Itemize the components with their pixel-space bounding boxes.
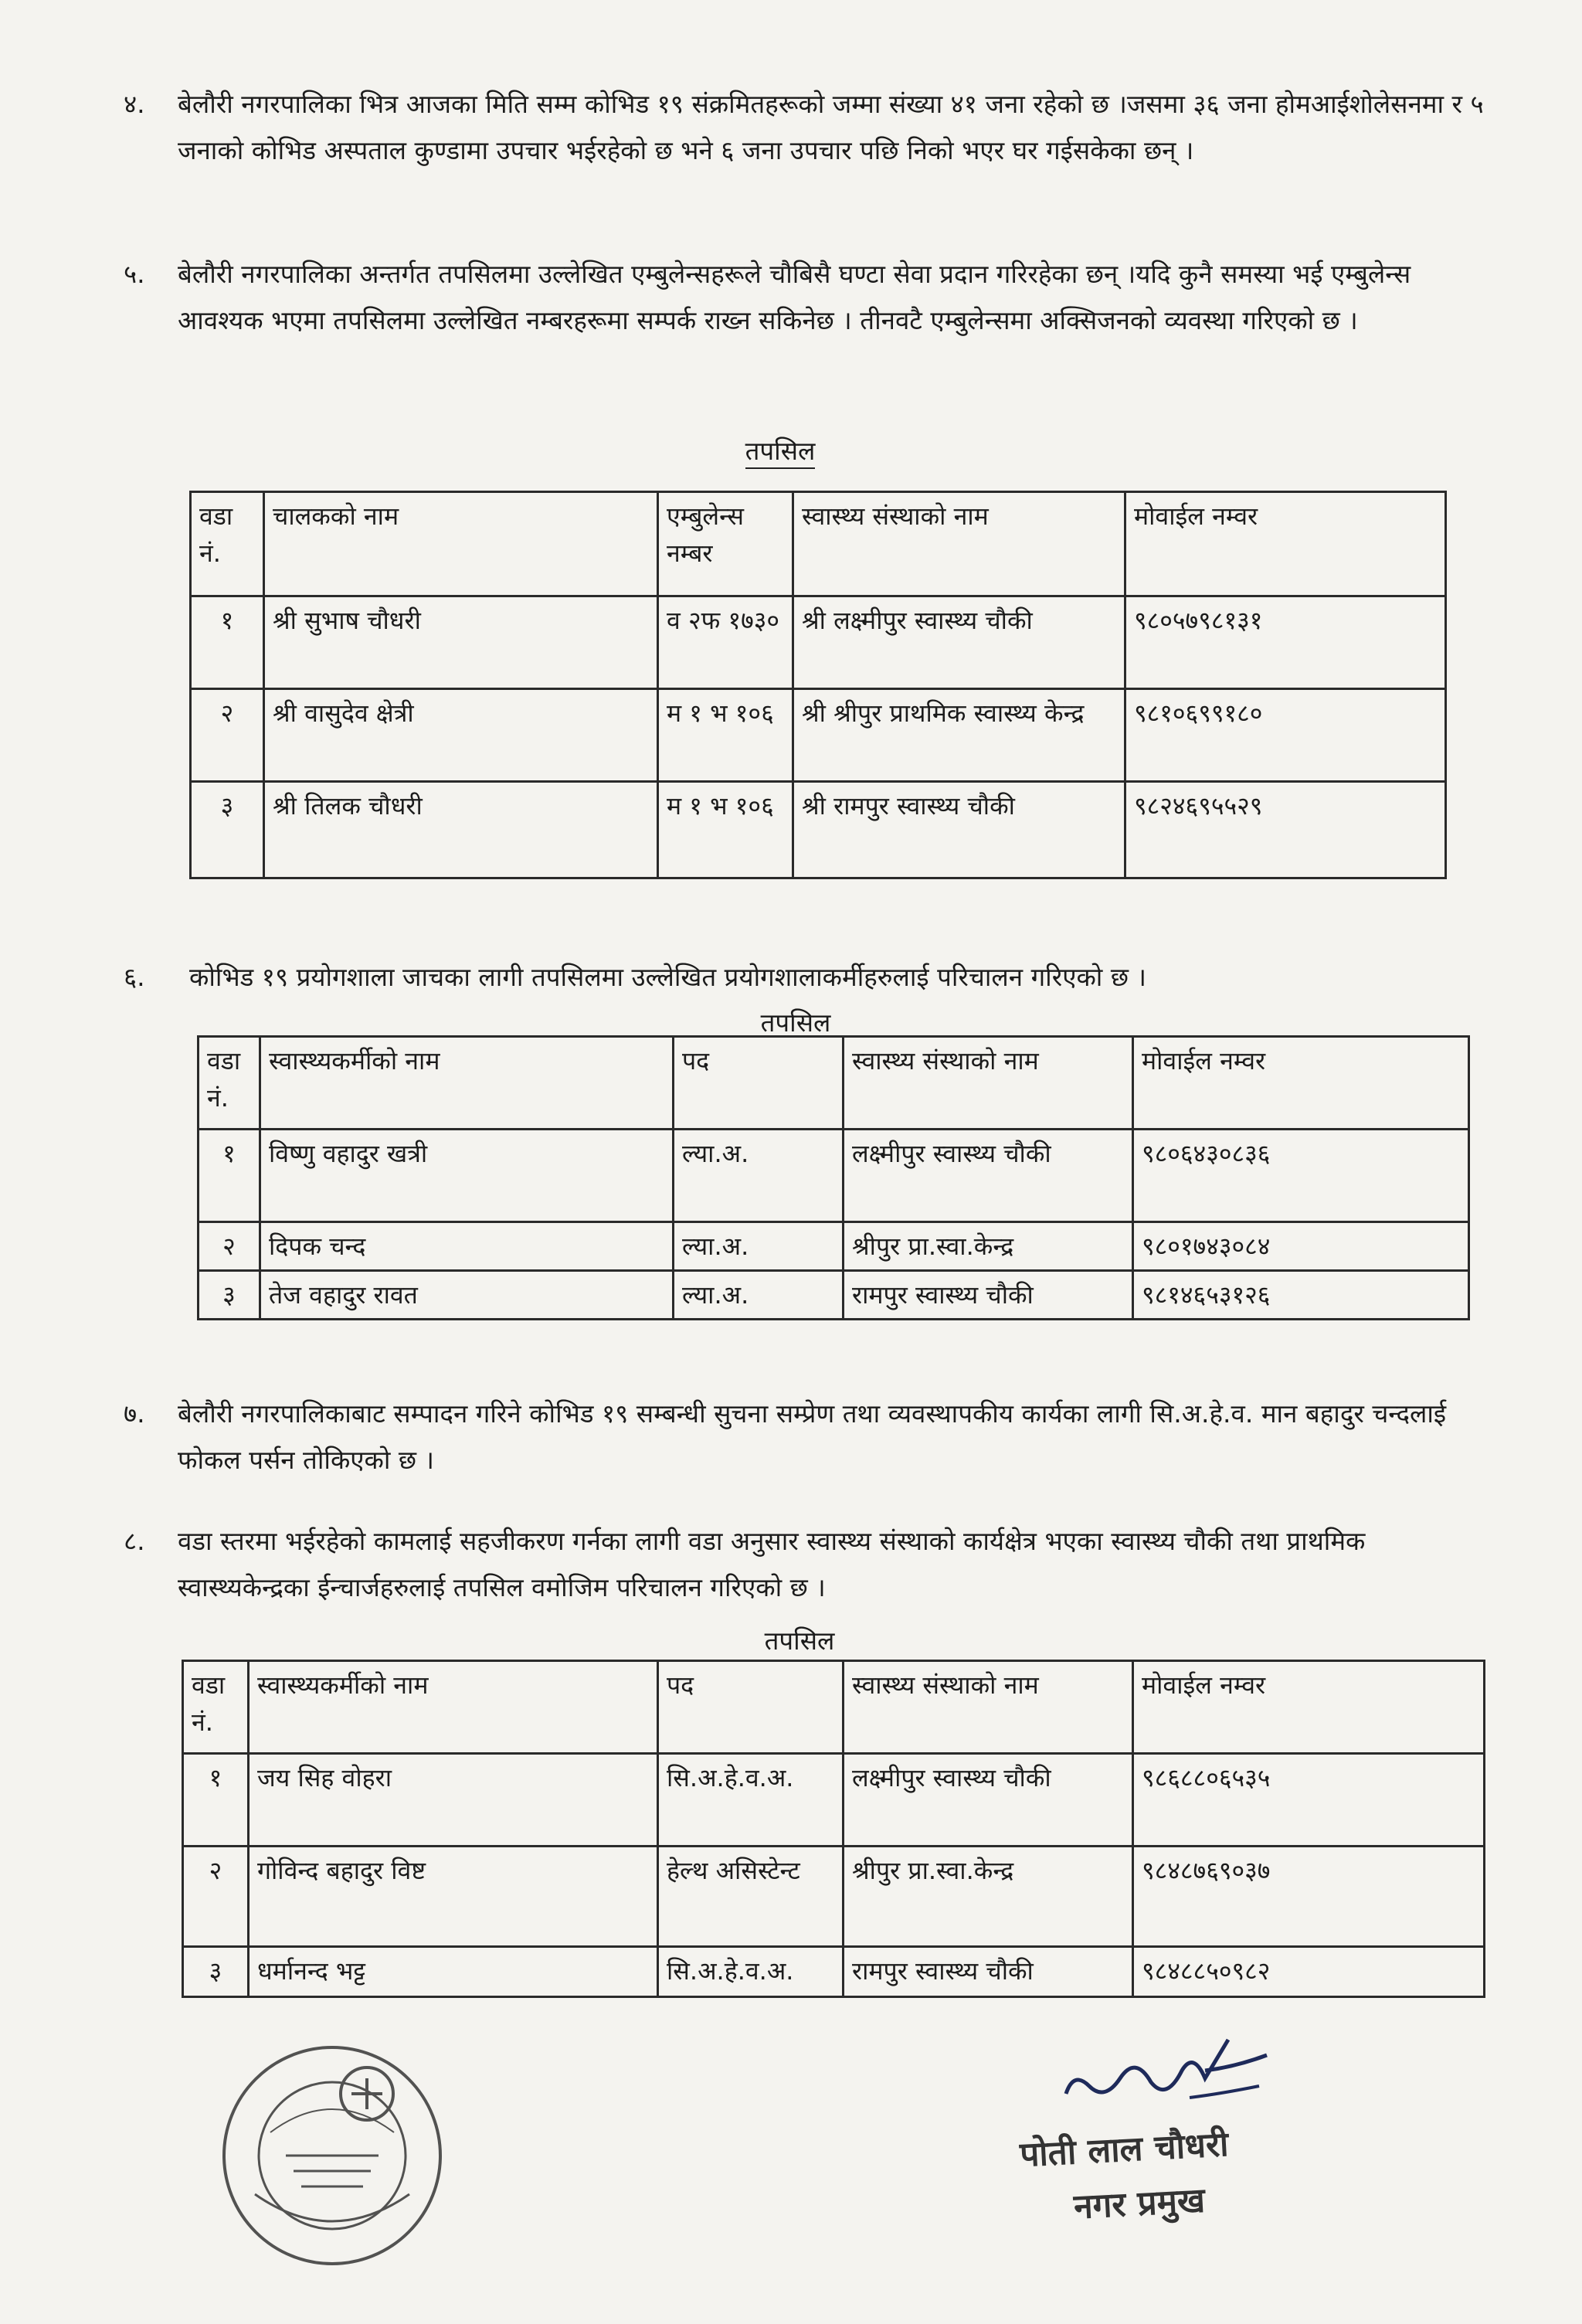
cell: श्री श्रीपुर प्राथमिक स्वास्थ्य केन्द्र xyxy=(793,689,1125,782)
cell: २ xyxy=(191,689,264,782)
handwritten-signature-icon xyxy=(1051,2024,1282,2125)
cell: तेज वहादुर रावत xyxy=(260,1271,674,1320)
cell: २ xyxy=(183,1847,249,1947)
cell: सि.अ.हे.व.अ. xyxy=(658,1947,844,1997)
cell: ल्या.अ. xyxy=(674,1130,844,1222)
header-cell: पद xyxy=(658,1661,844,1754)
cell: ९८०१७४३०८४ xyxy=(1133,1222,1469,1271)
cell: रामपुर स्वास्थ्य चौकी xyxy=(844,1947,1133,1997)
cell: श्री लक्ष्मीपुर स्वास्थ्य चौकी xyxy=(793,596,1125,689)
paragraph-number: ४. xyxy=(124,89,145,119)
paragraph-text: बेलौरी नगरपालिकाबाट सम्पादन गरिने कोभिड १९ सम्बन्धी सुचना सम्प्रेण तथा व्यवस्थापकीय कार्यका लागी सि.अ.हे.व. मान बहादुर चन्दलाई फोकल पर्सन तोकिएको छ । xyxy=(178,1398,1447,1475)
cell: ९८४८८५०९८२ xyxy=(1133,1947,1485,1997)
table-row xyxy=(191,689,1446,782)
paragraph-number: ५. xyxy=(124,259,145,289)
cell: लक्ष्मीपुर स्वास्थ्य चौकी xyxy=(844,1130,1133,1222)
header-cell: पद xyxy=(674,1037,844,1130)
cell: १ xyxy=(183,1754,249,1847)
paragraph-number: ७. xyxy=(124,1398,145,1429)
signatory-name: पोती लाल चौधरी xyxy=(1018,2124,1230,2176)
table-header-row xyxy=(183,1661,1485,1754)
table-caption: तपसिल xyxy=(664,433,896,467)
header-cell: स्वास्थ्य संस्थाको नाम xyxy=(793,492,1125,596)
cell: जय सिह वोहरा xyxy=(249,1754,658,1847)
cell: १ xyxy=(199,1130,260,1222)
table-row xyxy=(199,1271,1469,1320)
header-cell: चालकको नाम xyxy=(264,492,658,596)
header-cell: मोवाईल नम्वर xyxy=(1125,492,1446,596)
cell: हेल्थ असिस्टेन्ट xyxy=(658,1847,844,1947)
header-cell: वडा नं. xyxy=(191,492,264,596)
table-row xyxy=(199,1130,1469,1222)
table-caption: तपसिल xyxy=(764,1626,835,1656)
seal-emblem-icon xyxy=(209,2040,456,2271)
cell: म १ भ १०६ xyxy=(658,689,793,782)
cell: २ xyxy=(199,1222,260,1271)
cell: ३ xyxy=(183,1947,249,1997)
cell: श्री वासुदेव क्षेत्री xyxy=(264,689,658,782)
ambulance-table xyxy=(189,491,1447,879)
table-row xyxy=(183,1754,1485,1847)
paragraph-text: वडा स्तरमा भईरहेको कामलाई सहजीकरण गर्नका लागी वडा अनुसार स्वास्थ्य संस्थाको कार्यक्षेत्र भएका स्वास्थ्य चौकी तथा प्राथमिक स्वास्थ्यकेन्द्रका ईन्चार्जहरुलाई तपसिल वमोजिम परिचालन गरिएको छ । xyxy=(178,1526,1366,1602)
cell: गोविन्द बहादुर विष्ट xyxy=(249,1847,658,1947)
cell: ९८१४६५३१२६ xyxy=(1133,1271,1469,1320)
cell: ९८२४६९५५२९ xyxy=(1125,782,1446,878)
cell: ल्या.अ. xyxy=(674,1271,844,1320)
header-cell: वडा नं. xyxy=(199,1037,260,1130)
header-cell: स्वास्थ्य संस्थाको नाम xyxy=(844,1037,1133,1130)
header-cell: मोवाईल नम्वर xyxy=(1133,1661,1485,1754)
paragraph-text: बेलौरी नगरपालिका भित्र आजका मिति सम्म कोभिड १९ संक्रमितहरूको जम्मा संख्या ४१ जना रहेको छ ।जसमा ३६ जना होमआईशोलेसनमा र ५ जनाको कोभिड अस्पताल कुण्डामा उपचार भईरहेको छ भने ६ जना उपचार पछि निको भएर घर गईसकेका छन् । xyxy=(178,89,1484,165)
cell: श्रीपुर प्रा.स्वा.केन्द्र xyxy=(844,1847,1133,1947)
header-cell: स्वास्थ्यकर्मीको नाम xyxy=(260,1037,674,1130)
cell: ३ xyxy=(199,1271,260,1320)
cell: श्री सुभाष चौधरी xyxy=(264,596,658,689)
table-header-row xyxy=(199,1037,1469,1130)
paragraph-number: ८. xyxy=(124,1526,145,1556)
header-cell: वडा नं. xyxy=(183,1661,249,1754)
cell: १ xyxy=(191,596,264,689)
incharge-table xyxy=(182,1660,1485,1998)
lab-staff-table xyxy=(197,1035,1470,1320)
header-cell: स्वास्थ्य संस्थाको नाम xyxy=(844,1661,1133,1754)
cell: लक्ष्मीपुर स्वास्थ्य चौकी xyxy=(844,1754,1133,1847)
cell: ३ xyxy=(191,782,264,878)
cell: श्रीपुर प्रा.स्वा.केन्द्र xyxy=(844,1222,1133,1271)
cell: श्री तिलक चौधरी xyxy=(264,782,658,878)
cell: ९८०५७९८१३१ xyxy=(1125,596,1446,689)
header-cell: मोवाईल नम्वर xyxy=(1133,1037,1469,1130)
table-row xyxy=(183,1847,1485,1947)
cell: ९८६८८०६५३५ xyxy=(1133,1754,1485,1847)
table-row xyxy=(199,1222,1469,1271)
cell: म १ भ १०६ xyxy=(658,782,793,878)
cell: ९८०६४३०८३६ xyxy=(1133,1130,1469,1222)
municipal-seal xyxy=(209,2040,456,2271)
header-cell: एम्बुलेन्स नम्बर xyxy=(658,492,793,596)
cell: रामपुर स्वास्थ्य चौकी xyxy=(844,1271,1133,1320)
table-caption: तपसिल xyxy=(760,1007,831,1038)
paragraph-text: बेलौरी नगरपालिका अन्तर्गत तपसिलमा उल्लेखित एम्बुलेन्सहरूले चौबिसै घण्टा सेवा प्रदान गरिरहेका छन् ।यदि कुनै समस्या भई एम्बुलेन्स आवश्यक भएमा तपसिलमा उल्लेखित नम्बरहरूमा सम्पर्क राख्न सकिनेछ । तीनवटै एम्बुलेन्समा अक्सिजनको व्यवस्था गरिएको छ । xyxy=(178,259,1411,335)
cell: व २फ १७३० xyxy=(658,596,793,689)
table-row xyxy=(191,782,1446,878)
cell: सि.अ.हे.व.अ. xyxy=(658,1754,844,1847)
table-header-row xyxy=(191,492,1446,596)
cell: विष्णु वहादुर खत्री xyxy=(260,1130,674,1222)
table-row xyxy=(183,1947,1485,1997)
cell: ल्या.अ. xyxy=(674,1222,844,1271)
cell: ९८१०६९९१८० xyxy=(1125,689,1446,782)
signature-block xyxy=(989,2024,1344,2256)
cell: ९८४८७६९०३७ xyxy=(1133,1847,1485,1947)
signatory-title: नगर प्रमुख xyxy=(1072,2180,1207,2227)
header-cell: स्वास्थ्यकर्मीको नाम xyxy=(249,1661,658,1754)
paragraph-text: कोभिड १९ प्रयोगशाला जाचका लागी तपसिलमा उल्लेखित प्रयोगशालाकर्मीहरुलाई परिचालन गरिएको छ । xyxy=(189,962,1146,992)
cell: दिपक चन्द xyxy=(260,1222,674,1271)
cell: श्री रामपुर स्वास्थ्य चौकी xyxy=(793,782,1125,878)
table-row xyxy=(191,596,1446,689)
cell: धर्मानन्द भट्ट xyxy=(249,1947,658,1997)
paragraph-number: ६. xyxy=(124,962,145,992)
